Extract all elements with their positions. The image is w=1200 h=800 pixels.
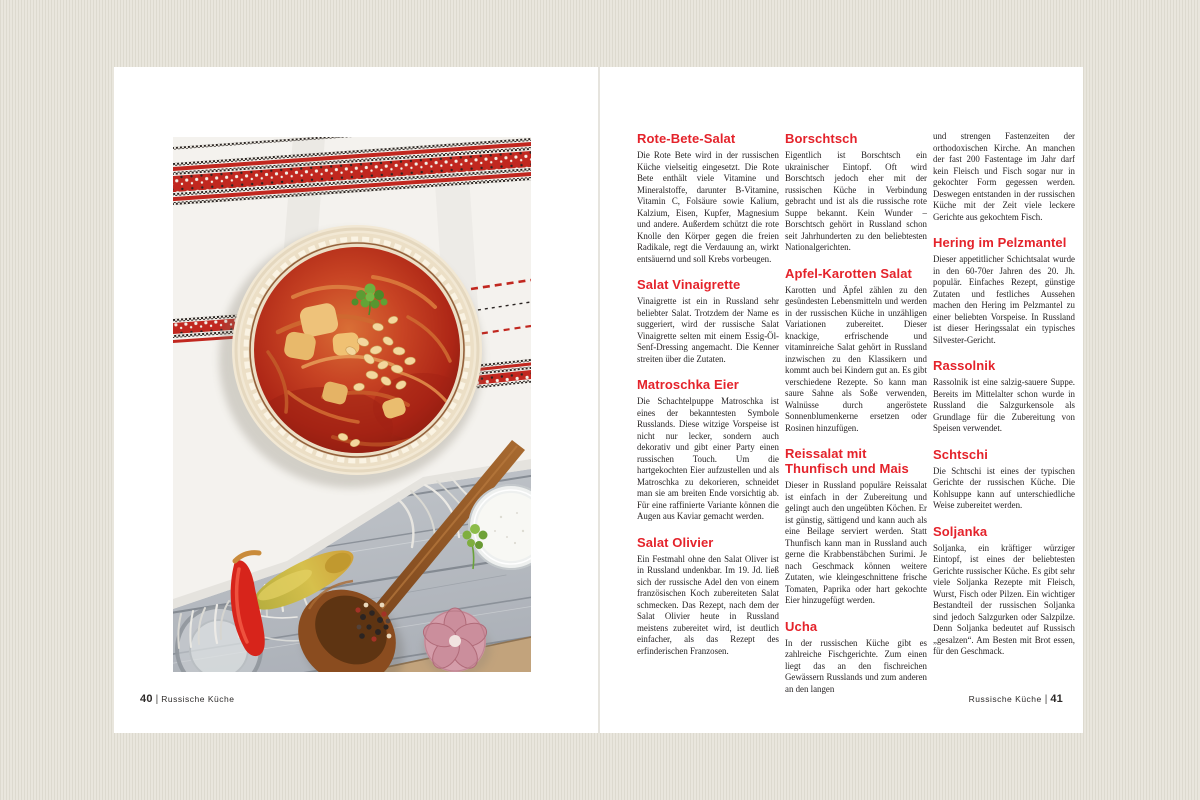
section-heading: Ucha	[785, 618, 818, 634]
section-heading: Hering im Pelzmantel	[933, 235, 1067, 250]
section-heading: Reissalat mit Thunfisch und Mais	[785, 446, 909, 476]
section-paragraph: Die Schachtelpuppe Matroschka ist eines der bekanntesten Symbole Russlands. Diese witzige Vorspeise ist nicht nur lecker, sondern auch dekorativ und gibt einer Party einen russischen Touch. Um die hartgekochten Eier aufzustellen und als Matroschka zu dekorieren, schneidet man sie am breiten Ende vorsichtig ab. Für eine raffinierte Variante können die Augen aus Kaviar gemacht werden.	[637, 396, 779, 521]
page-number: 40	[140, 693, 153, 705]
section-paragraph: Dieser in Russland populäre Reissalat ist einfach in der Zubereitung und gelingt auch den ungeübten Köchen. Er ist günstig, sättigend und kann auch als eine Beilage serviert werden. Statt Thunfisch kann man in Russland auch gerne die Krabbenstäbchen Surimi. Je nach Geschmack können weitere Zutaten, wie kleingeschnittene frische Tomaten, Paprika oder hart gekochte Eier hinzugefügt werden.	[785, 480, 927, 605]
section-heading: Soljanka	[933, 523, 988, 539]
section-heading: Salat Olivier	[637, 534, 714, 550]
section-paragraph: Karotten und Äpfel zählen zu den gesündesten Lebensmitteln und werden in der russischen Küche in unzähligen Variationen zubereitet. Dieser knackige, erfrischende und vitaminreiche Salat gehört in Russland inzwischen zu den Klassikern und kommt auch bei Kindern gut an. Es gibt verschiedene Rezepte. So kann man saure Sahne als Soße verwenden, Walnüsse durch angeröstete Sonnenblumenkerne ersetzen oder Rosinen hinzufügen.	[785, 284, 927, 433]
section-paragraph: Soljanka, ein kräftiger würziger Eintopf, ist eines der beliebtesten Gerichte russischer Küche. Es gibt sehr viele Soljanka Rezepte mit Fleisch, Wurst, Fisch oder Pilzen. Ein wichtiger Bestandteil der russischen Soljanka sind jedoch Salzgurken oder Salzpilze. Denn Soljanka bedeutet auf Russisch „gesalzen“. Am Besten mit Brot essen, für den Geschmack.	[933, 542, 1075, 656]
right-page	[599, 67, 1083, 733]
section-paragraph: Die Schtschi ist eines der typischen Gerichte der russischen Küche. Die Kohlsuppe kann auf unterschiedliche Weise zubereitet werden.	[933, 465, 1075, 510]
borscht-photo	[173, 137, 531, 672]
text-column-1	[637, 131, 779, 697]
section-heading: Rote-Bete-Salat	[637, 131, 736, 146]
chapter-title: Russische Küche	[161, 694, 235, 704]
left-page	[114, 67, 598, 733]
section-paragraph: Die Rote Bete wird in der russischen Küche vielseitig eingesetzt. Die Rote Bete enthält viele Vitamine und Mineralstoffe, darunter B-Vitamine, Vitamin C, Folsäure sowie Kalium, Kalzium, Eisen, Kupfer, Magnesium und andere. Außerdem schützt die rote Knolle den Körper gegen die freien Radikale, regt die Verdauung an, wirkt entsäuernd und soll Krebs vorbeugen.	[637, 150, 779, 264]
page-number: 41	[1050, 693, 1063, 705]
section-heading: Apfel-Karotten Salat	[785, 265, 912, 281]
text-column-3	[933, 131, 1075, 697]
section-paragraph: Vinaigrette ist ein in Russland sehr beliebter Salat. Trotzdem der Name es suggeriert, wird der russische Salat Vinaigrette selten mit einem Essig-Öl-Senf-Dressing angemacht. Die Kenner streiten über die Zutaten.	[637, 296, 779, 364]
text-column-2	[785, 131, 927, 697]
section-paragraph: Eigentlich ist Borschtsch ein ukrainischer Eintopf. Oft wird Borschtsch jedoch eher mit der russischen Küche in Verbindung gebracht und ist als die russische rote Suppe bekannt. Kein Wunder – Borschtsch gehört in Russland schon seit Jahrhunderten zu den beliebtesten Nationalgerichten.	[785, 150, 927, 252]
section-heading: Schtschi	[933, 446, 988, 462]
magazine-spread	[114, 67, 1083, 733]
right-page-footer	[969, 689, 1063, 707]
section-paragraph: In der russischen Küche gibt es zahlreiche Fischgerichte. Zum einen liegt das an den fischreichen Gewässern Russlands und zum anderen an den langen	[785, 637, 927, 694]
section-paragraph: Rassolnik ist eine salzig-sauere Suppe. Bereits im Mittelalter schon wurde in Russland die Salzgurkensole als Grundlage für die Zubereitung von Speisen verwendet.	[933, 377, 1075, 433]
footer-separator: |	[1044, 694, 1048, 705]
chapter-title: Russische Küche	[968, 694, 1042, 704]
section-heading: Matroschka Eier	[637, 377, 739, 392]
section-heading: Salat Vinaigrette	[637, 277, 741, 292]
section-paragraph: Ein Festmahl ohne den Salat Oliver ist in Russland undenkbar. Im 19. Jd. ließ sich der russische Adel den von einem französischen Koch zubereiteten Salat schmecken. Das Rezept, nach dem der Salat Olivier heute in Russland meistens zubereitet wird, ist deutlich einfacher, als das Rezept des erfinderischen Franzosen.	[637, 553, 779, 656]
footer-separator: |	[155, 694, 159, 705]
left-page-footer	[140, 689, 234, 707]
section-paragraph: Dieser appetitlicher Schichtsalat wurde in den 60-70er Jahren des 20. Jh. populär. Einfaches Rezept, günstige Zutaten und festliches Aussehen machen den Hering im Pelzmantel zu einer beliebten Vorspeise. In Russland ist dieser Heringssalat ein typisches Silvester-Gericht.	[933, 254, 1075, 345]
section-heading: Rassolnik	[933, 358, 996, 373]
section-heading: Borschtsch	[785, 131, 858, 146]
text-columns	[637, 131, 1075, 697]
section-paragraph: und strengen Fastenzeiten der orthodoxischen Kirche. An manchen der fast 200 Fastentage im Jahr darf kein Fleisch und Fisch sogar nur in gekochter Form gegessen werden. Deswegen entstanden in der russischen Küche mit der Zeit viele leckere Gerichte aus gekochtem Fisch.	[933, 131, 1075, 222]
